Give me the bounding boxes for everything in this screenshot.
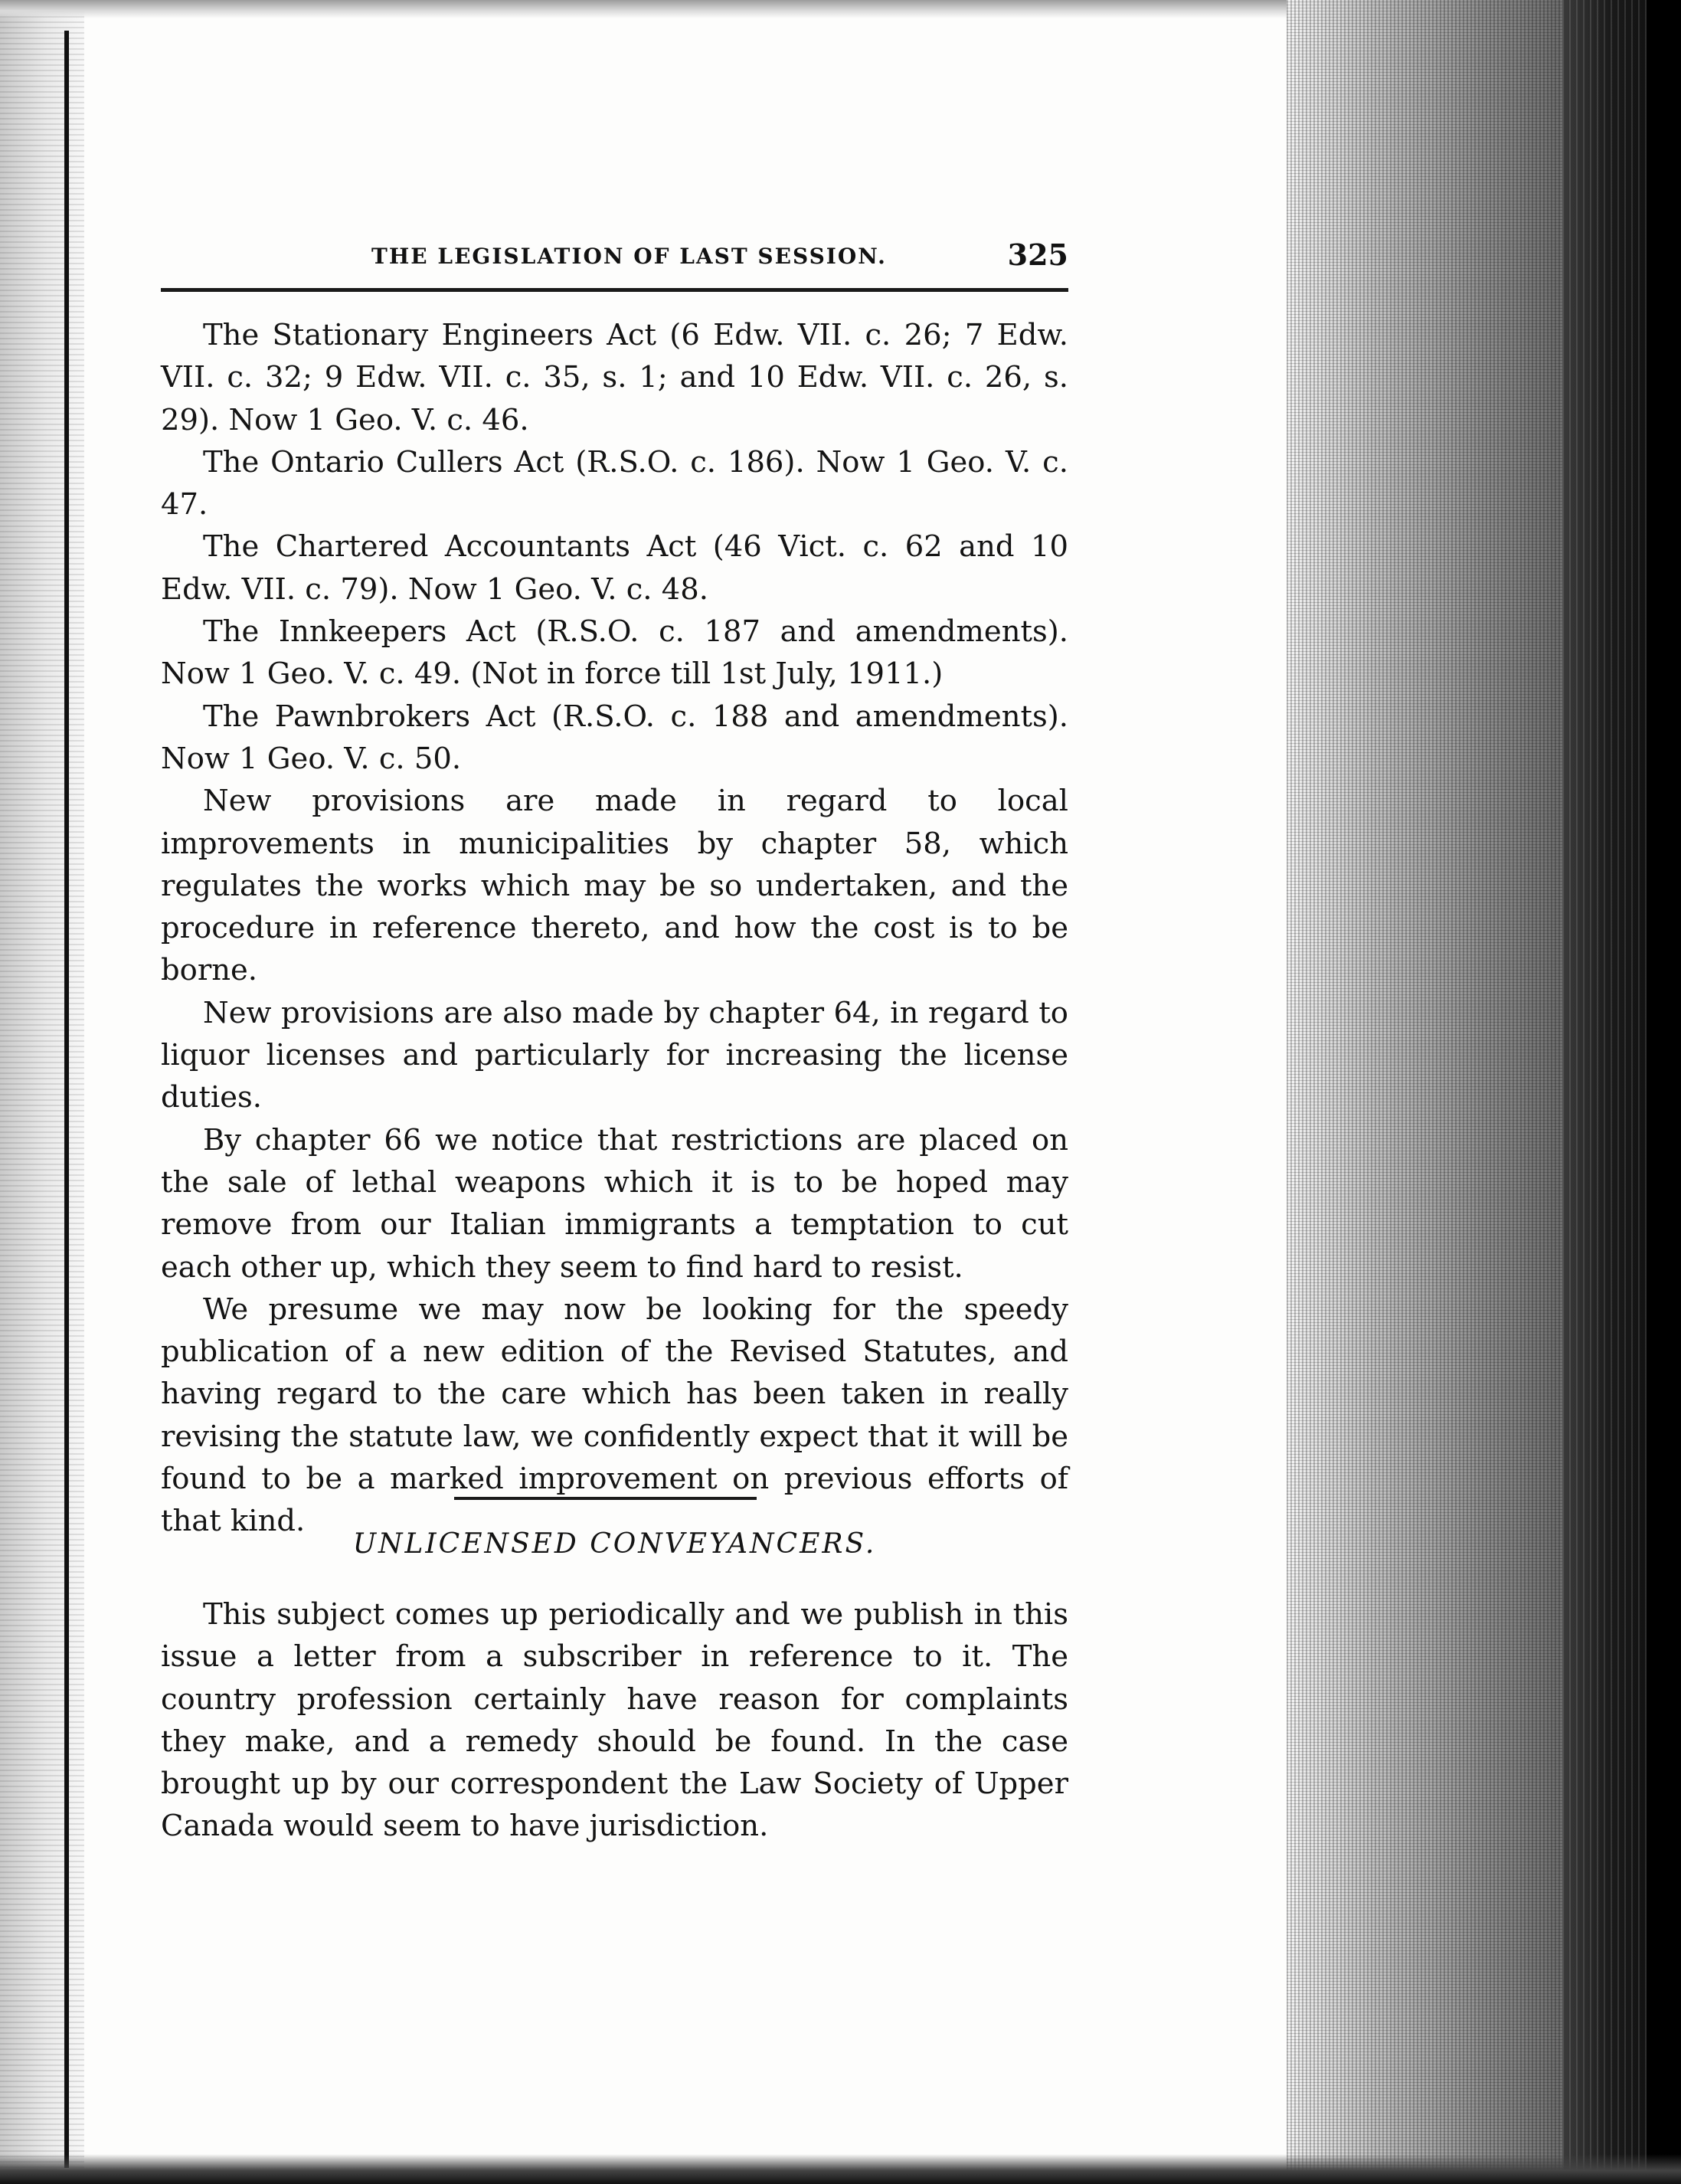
paragraph-pawnbrokers: The Pawnbrokers Act (R.S.O. c. 188 and amendments). Now 1 Geo. V. c. 50. bbox=[161, 699, 1068, 776]
paragraph-stationary-engineers: The Stationary Engineers Act (6 Edw. VII. c. 26; 7 Edw. VII. c. 32; 9 Edw. VII. c. 35, s. 1; and 10 Edw. VII. c. 26, s. 29). Now 1 Geo. V. c. 46. bbox=[161, 318, 1068, 437]
running-title: THE LEGISLATION OF LAST SESSION. bbox=[371, 244, 887, 269]
paragraph-liquor-licenses: New provisions are also made by chapter 64, in regard to liquor licenses and particularly for increasing the license duties. bbox=[161, 995, 1068, 1115]
left-binding-line bbox=[64, 31, 69, 2168]
bottom-page-edge bbox=[0, 2154, 1681, 2184]
paragraph-local-improvements: New provisions are made in regard to local improvements in municipalities by chapter 58, which regulates the works which may be so undertaken, and the procedure in reference thereto, and how the cost is to be borne. bbox=[161, 784, 1068, 988]
paragraph-revised-statutes: We presume we may now be looking for the speedy publication of a new edition of the Revised Statutes, and having regard to the care which has been taken in really revising the statute law, we confidently expect that it will be found to be a marked improvement on previous efforts of that kind. bbox=[161, 1292, 1068, 1539]
paragraph-unlicensed-conveyancers: This subject comes up periodically and we publish in this issue a letter from a subscriber in reference to it. The country profession certainly have reason for complaints they make, and a remedy should be found. In the case brought up by our correspondent the Law Society of Upper Canada would seem to have jurisdiction. bbox=[161, 1597, 1068, 1844]
paragraph-lethal-weapons: By chapter 66 we notice that restrictions are placed on the sale of lethal weapons which it is to be hoped may remove from our Italian immigrants a temptation to cut each other up, which they seem to find hard to resist. bbox=[161, 1122, 1068, 1285]
section-divider bbox=[454, 1497, 757, 1500]
left-page-edge bbox=[0, 0, 84, 2184]
section-body bbox=[161, 1593, 1068, 1848]
article-body bbox=[161, 314, 1068, 1543]
page-number: 325 bbox=[1007, 237, 1068, 272]
right-page-shadow bbox=[1287, 0, 1562, 2184]
paragraph-innkeepers: The Innkeepers Act (R.S.O. c. 187 and amendments). Now 1 Geo. V. c. 49. (Not in force till 1st July, 1911.) bbox=[161, 614, 1068, 692]
right-scan-border bbox=[1647, 0, 1681, 2184]
paragraph-ontario-cullers: The Ontario Cullers Act (R.S.O. c. 186). Now 1 Geo. V. c. 47. bbox=[161, 444, 1068, 522]
section-heading: UNLICENSED CONVEYANCERS. bbox=[352, 1528, 877, 1560]
header-rule bbox=[161, 288, 1068, 292]
running-header bbox=[161, 237, 1068, 283]
paragraph-chartered-accountants: The Chartered Accountants Act (46 Vict. c. 62 and 10 Edw. VII. c. 79). Now 1 Geo. V. c. 48. bbox=[161, 529, 1068, 607]
